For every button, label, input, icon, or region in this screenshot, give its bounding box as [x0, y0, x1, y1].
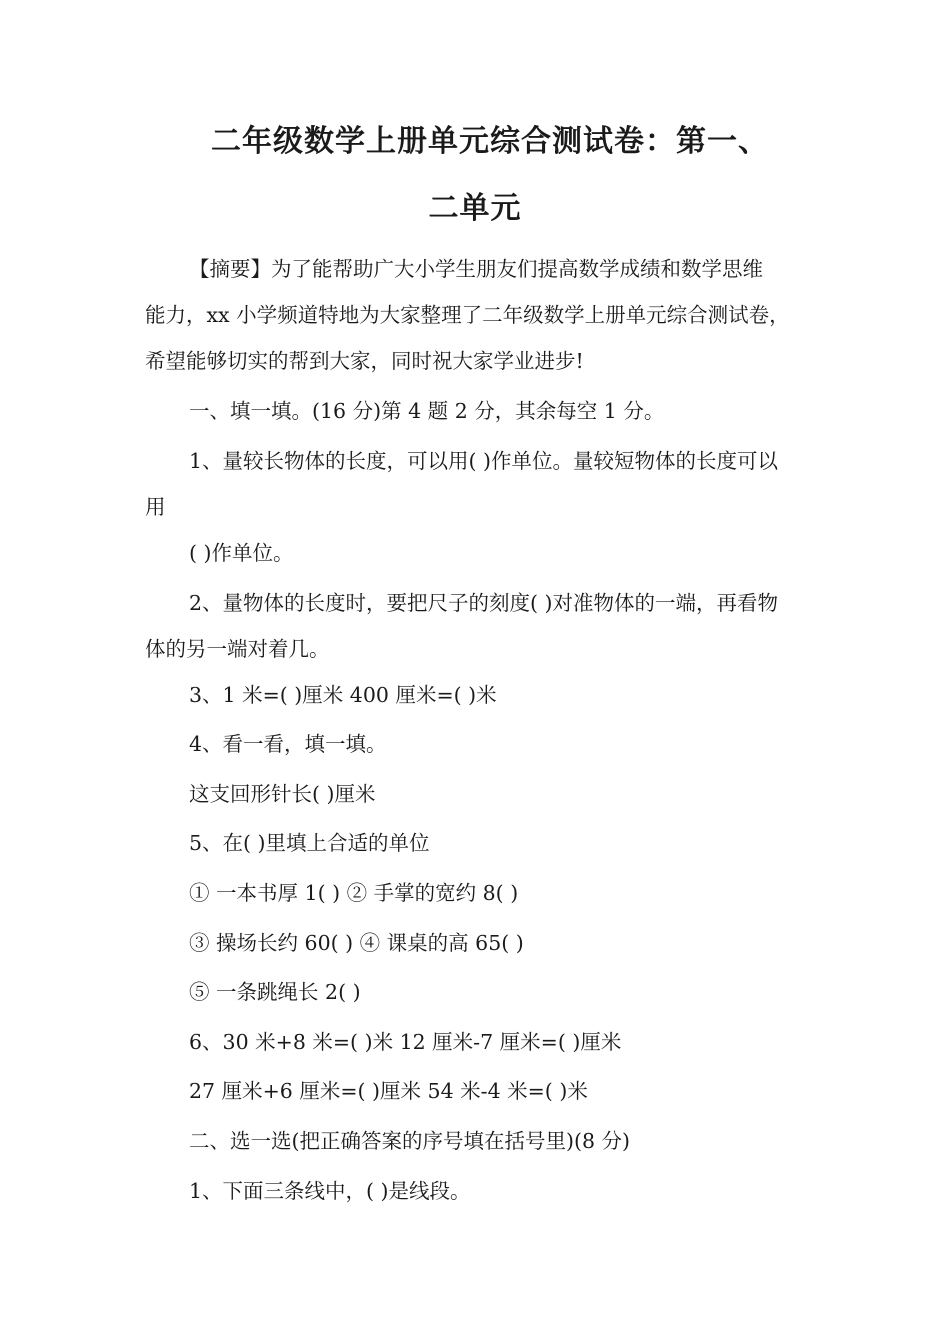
question-5-line-4: ⑤ 一条跳绳长 2( ) — [189, 980, 361, 1004]
document-title-line-2: 二单元 — [428, 191, 522, 226]
section-2-heading: 二、选一选(把正确答案的序号填在括号里)(8 分) — [189, 1129, 631, 1153]
abstract-line-1: 【摘要】为了能帮助广大小学生朋友们提高数学成绩和数学思维 — [189, 257, 763, 281]
question-1-line-1: 1、量较长物体的长度，可以用( )作单位。量较短物体的长度可以 — [189, 449, 779, 473]
question-5-line-1: 5、在( )里填上合适的单位 — [189, 831, 430, 855]
question-2-line-2: 体的另一端对着几。 — [145, 637, 330, 661]
abstract-line-2: 能力，xx 小学频道特地为大家整理了二年级数学上册单元综合测试卷， — [145, 303, 790, 327]
abstract-line-3: 希望能够切实的帮到大家，同时祝大家学业进步! — [145, 349, 584, 373]
document-title-line-1: 二年级数学上册单元综合测试卷：第一、 — [211, 124, 769, 159]
question-6-line-1: 6、30 米+8 米=( )米 12 厘米-7 厘米=( )厘米 — [189, 1030, 622, 1054]
question-5-line-3: ③ 操场长约 60( ) ④ 课桌的高 65( ) — [189, 931, 524, 955]
question-1-line-2: 用 — [145, 495, 166, 519]
question-3: 3、1 米=( )厘米 400 厘米=( )米 — [189, 683, 497, 707]
section-2-question-1: 1、下面三条线中，( )是线段。 — [189, 1179, 471, 1203]
question-5-line-2: ① 一本书厚 1( ) ② 手掌的宽约 8( ) — [189, 881, 519, 905]
question-1-line-3: ( )作单位。 — [189, 541, 294, 565]
section-1-heading: 一、填一填。(16 分)第 4 题 2 分，其余每空 1 分。 — [189, 399, 665, 423]
question-4-line-2: 这支回形针长( )厘米 — [189, 782, 376, 806]
question-2-line-1: 2、量物体的长度时，要把尺子的刻度( )对准物体的一端，再看物 — [189, 591, 779, 615]
question-6-line-2: 27 厘米+6 厘米=( )厘米 54 米-4 米=( )米 — [189, 1079, 588, 1103]
question-4-line-1: 4、看一看，填一填。 — [189, 732, 387, 756]
